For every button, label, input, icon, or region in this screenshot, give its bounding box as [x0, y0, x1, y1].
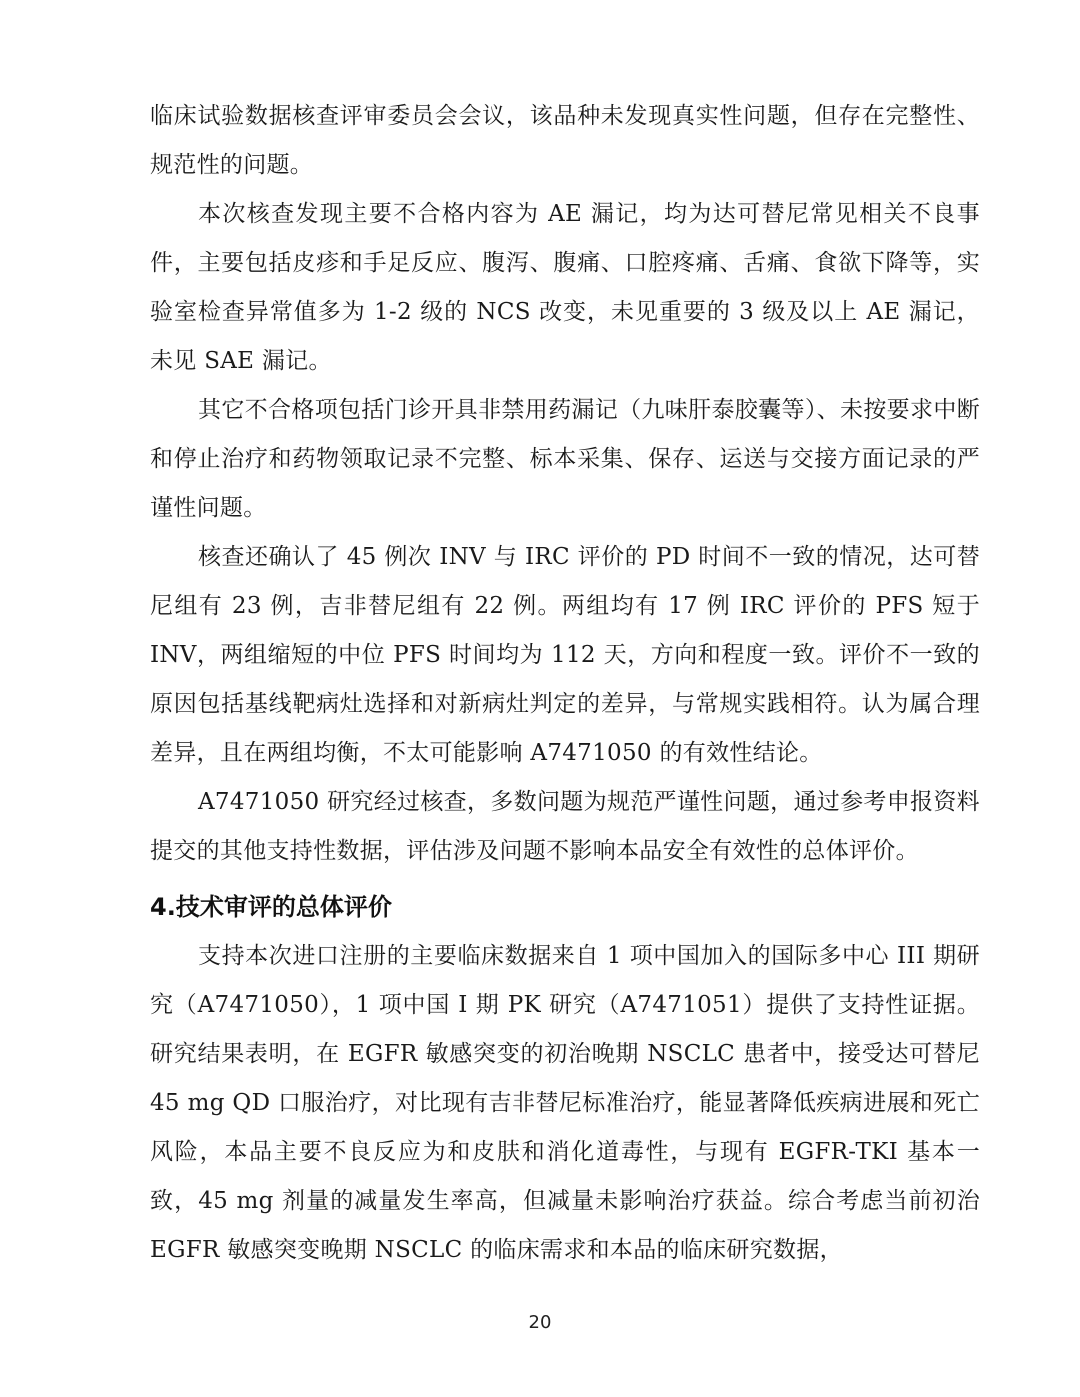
- paragraph-6: 支持本次进口注册的主要临床数据来自 1 项中国加入的国际多中心 III 期研究（A7471050），1 项中国 I 期 PK 研究（A7471051）提供了支持性证据。研究结果表明，在 EGFR 敏感突变的初治晚期 NSCLC 患者中，接受达可替尼 45 mg QD 口服治疗，对比现有吉非替尼标准治疗，能显著降低疾病进展和死亡风险，本品主要不良反应为和皮肤和消化道毒性，与现有 EGFR-TKI 基本一致，45 mg 剂量的减量发生率高，但减量未影响治疗获益。综合考虑当前初治 EGFR 敏感突变晚期 NSCLC 的临床需求和本品的临床研究数据，: [150, 943, 980, 1263]
- paragraph-3: 其它不合格项包括门诊开具非禁用药漏记（九味肝泰胶囊等）、未按要求中断和停止治疗和药物领取记录不完整、标本采集、保存、运送与交接方面记录的严谨性问题。: [150, 397, 980, 521]
- paragraph-4: 核查还确认了 45 例次 INV 与 IRC 评价的 PD 时间不一致的情况，达可替尼组有 23 例，吉非替尼组有 22 例。两组均有 17 例 IRC 评价的 PFS 短于 INV，两组缩短的中位 PFS 时间均为 112 天，方向和程度一致。评价不一致的原因包括基线靶病灶选择和对新病灶判定的差异，与常规实践相符。认为属合理差异，且在两组均衡，不太可能影响 A7471050 的有效性结论。: [150, 544, 980, 766]
- paragraph-2: 本次核查发现主要不合格内容为 AE 漏记，均为达可替尼常见相关不良事件，主要包括皮疹和手足反应、腹泻、腹痛、口腔疼痛、舌痛、食欲下降等，实验室检查异常值多为 1-2 级的 NCS 改变，未见重要的 3 级及以上 AE 漏记，未见 SAE 漏记。: [150, 201, 980, 374]
- section-heading: 4.技术审评的总体评价: [150, 893, 392, 921]
- paragraph-1: 临床试验数据核查评审委员会会议，该品种未发现真实性问题，但存在完整性、规范性的问题。: [150, 103, 980, 178]
- paragraph-5: A7471050 研究经过核查，多数问题为规范严谨性问题，通过参考申报资料提交的其他支持性数据，评估涉及问题不影响本品安全有效性的总体评价。: [150, 789, 980, 864]
- document-body: [150, 92, 980, 1275]
- page-number: 20: [528, 1312, 552, 1333]
